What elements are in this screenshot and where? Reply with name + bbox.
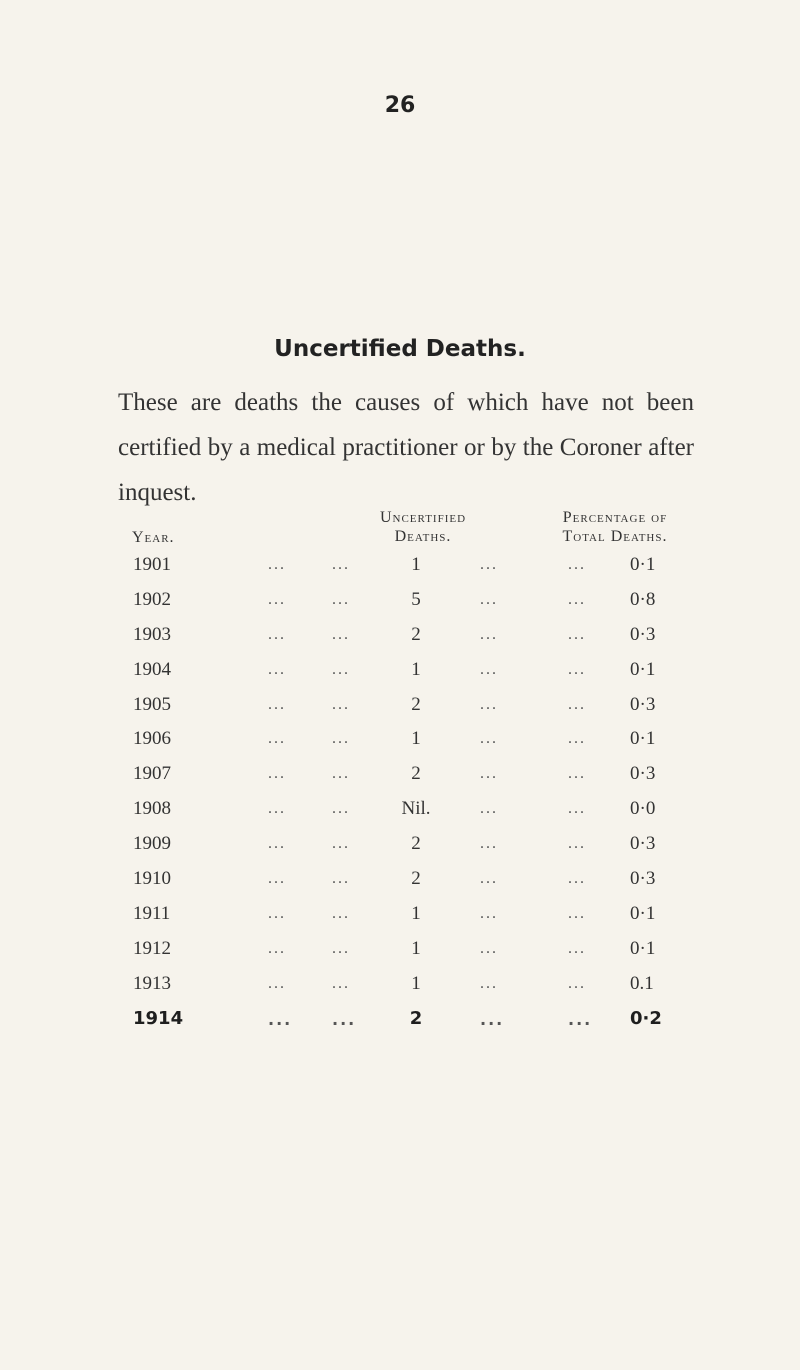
leader-dots: ...: [480, 904, 498, 922]
leader-dots: ...: [480, 590, 498, 608]
leader-dots: ...: [332, 939, 350, 957]
uncertified-cell: 1: [411, 728, 421, 750]
year-cell: 1913: [133, 972, 171, 994]
deaths-table: [0, 546, 800, 1034]
header-percentage-line2: Total Deaths.: [562, 528, 668, 545]
year-cell: 1914: [133, 1007, 184, 1029]
percentage-cell: 0·1: [630, 728, 656, 750]
uncertified-cell: 1: [411, 902, 421, 924]
year-cell: 1904: [133, 658, 171, 680]
leader-dots: ...: [332, 730, 350, 748]
leader-dots: ...: [332, 904, 350, 922]
page-title: Uncertified Deaths.: [274, 336, 526, 362]
leader-dots: ...: [480, 660, 498, 678]
leader-dots: ...: [332, 800, 350, 818]
leader-dots: ...: [480, 974, 498, 992]
leader-dots: ...: [268, 904, 286, 922]
percentage-cell: 0·1: [630, 902, 656, 924]
leader-dots: ...: [568, 800, 586, 818]
uncertified-cell: 2: [411, 868, 421, 890]
year-cell: 1908: [133, 798, 171, 820]
leader-dots: ...: [568, 625, 586, 643]
table-row: [0, 686, 800, 721]
uncertified-cell: 2: [409, 1007, 423, 1029]
table-row: [0, 1000, 800, 1035]
leader-dots: ...: [480, 695, 498, 713]
year-cell: 1911: [133, 902, 171, 924]
year-cell: 1909: [133, 833, 171, 855]
percentage-cell: 0·3: [630, 833, 656, 855]
leader-dots: ...: [480, 765, 498, 783]
leader-dots: ...: [568, 765, 586, 783]
leader-dots: ...: [268, 939, 286, 957]
leader-dots: ...: [568, 904, 586, 922]
header-year-label: Year.: [132, 529, 175, 546]
uncertified-cell: 5: [411, 588, 421, 610]
leader-dots: ...: [568, 730, 586, 748]
leader-dots: ...: [568, 974, 586, 992]
table-row: [0, 930, 800, 965]
leader-dots: ...: [268, 556, 286, 573]
leader-dots: ...: [480, 800, 498, 818]
leader-dots: ...: [332, 625, 350, 643]
table-row: [0, 965, 800, 1000]
uncertified-cell: 2: [411, 833, 421, 855]
year-cell: 1910: [133, 868, 171, 890]
leader-dots: ...: [480, 625, 498, 643]
leader-dots: ...: [332, 660, 350, 678]
table-row: [0, 825, 800, 860]
leader-dots: ...: [268, 1009, 293, 1029]
leader-dots: ...: [568, 1009, 593, 1029]
uncertified-cell: 1: [411, 554, 421, 575]
percentage-cell: 0·1: [630, 658, 656, 680]
leader-dots: ...: [332, 695, 350, 713]
leader-dots: ...: [268, 974, 286, 992]
leader-dots: ...: [568, 870, 586, 888]
table-row: [0, 895, 800, 930]
percentage-cell: 0·8: [630, 588, 656, 610]
uncertified-cell: 2: [411, 623, 421, 645]
leader-dots: ...: [332, 870, 350, 888]
percentage-cell: 0·3: [630, 693, 656, 715]
header-uncertified: [323, 508, 523, 546]
year-cell: 1903: [133, 623, 171, 645]
header-percentage: [520, 508, 710, 546]
leader-dots: ...: [332, 835, 350, 853]
uncertified-cell: 1: [411, 937, 421, 959]
leader-dots: ...: [568, 556, 586, 573]
percentage-cell: 0·2: [630, 1007, 662, 1029]
leader-dots: ...: [268, 835, 286, 853]
page-number: 26: [384, 93, 416, 118]
uncertified-cell: Nil.: [401, 798, 431, 820]
leader-dots: ...: [332, 765, 350, 783]
uncertified-cell: 2: [411, 763, 421, 785]
header-year: [132, 528, 175, 547]
table-row: [0, 546, 800, 581]
percentage-cell: 0·1: [630, 554, 656, 575]
leader-dots: ...: [268, 590, 286, 608]
leader-dots: ...: [480, 870, 498, 888]
leader-dots: ...: [268, 870, 286, 888]
year-cell: 1906: [133, 728, 171, 750]
leader-dots: ...: [268, 625, 286, 643]
percentage-cell: 0·3: [630, 623, 656, 645]
uncertified-cell: 2: [411, 693, 421, 715]
year-cell: 1907: [133, 763, 171, 785]
leader-dots: ...: [268, 730, 286, 748]
leader-dots: ...: [480, 730, 498, 748]
uncertified-cell: 1: [411, 658, 421, 680]
intro-paragraph: These are deaths the causes of which have not been certified by a medical practitioner or by the Coroner after inquest.: [118, 389, 694, 506]
header-uncertified-line1: Uncertified: [379, 509, 467, 526]
table-row: [0, 651, 800, 686]
leader-dots: ...: [480, 556, 498, 573]
year-cell: 1905: [133, 693, 171, 715]
leader-dots: ...: [568, 939, 586, 957]
leader-dots: ...: [268, 660, 286, 678]
percentage-cell: 0·3: [630, 868, 656, 890]
leader-dots: ...: [332, 974, 350, 992]
year-cell: 1912: [133, 937, 171, 959]
table-row: [0, 860, 800, 895]
leader-dots: ...: [568, 660, 586, 678]
table-row: [0, 720, 800, 755]
leader-dots: ...: [480, 939, 498, 957]
leader-dots: ...: [268, 800, 286, 818]
leader-dots: ...: [568, 590, 586, 608]
table-row: [0, 790, 800, 825]
leader-dots: ...: [268, 695, 286, 713]
year-cell: 1901: [133, 554, 171, 575]
header-percentage-line1: Percentage of: [562, 509, 668, 526]
leader-dots: ...: [480, 1009, 505, 1029]
leader-dots: ...: [568, 695, 586, 713]
table-row: [0, 616, 800, 651]
uncertified-cell: 1: [411, 972, 421, 994]
percentage-cell: 0·0: [630, 798, 656, 820]
leader-dots: ...: [332, 556, 350, 573]
year-cell: 1902: [133, 588, 171, 610]
percentage-cell: 0·3: [630, 763, 656, 785]
leader-dots: ...: [268, 765, 286, 783]
leader-dots: ...: [332, 1009, 357, 1029]
leader-dots: ...: [568, 835, 586, 853]
percentage-cell: 0.1: [630, 972, 654, 994]
leader-dots: ...: [332, 590, 350, 608]
leader-dots: ...: [480, 835, 498, 853]
table-row: [0, 755, 800, 790]
percentage-cell: 0·1: [630, 937, 656, 959]
header-uncertified-line2: Deaths.: [394, 528, 452, 545]
table-row: [0, 581, 800, 616]
